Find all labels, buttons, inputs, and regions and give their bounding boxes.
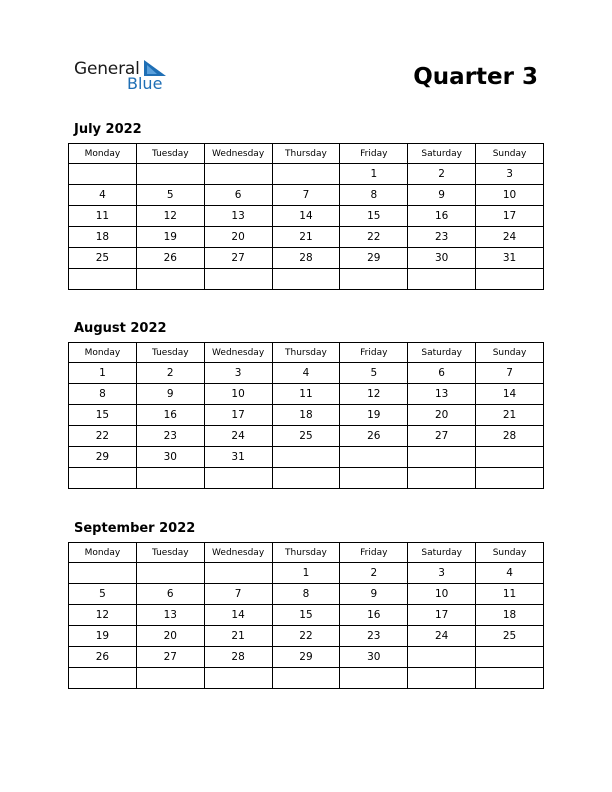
day-cell bbox=[476, 647, 544, 668]
day-cell: 3 bbox=[204, 363, 272, 384]
day-cell bbox=[69, 468, 137, 489]
day-cell bbox=[136, 668, 204, 689]
day-cell: 17 bbox=[204, 405, 272, 426]
brand-name-general: General bbox=[74, 59, 140, 79]
day-cell: 19 bbox=[136, 227, 204, 248]
day-cell: 27 bbox=[408, 426, 476, 447]
day-cell: 1 bbox=[340, 164, 408, 185]
brand-name-blue: Blue bbox=[127, 74, 163, 93]
month-block-august bbox=[68, 321, 544, 489]
day-cell: 17 bbox=[408, 605, 476, 626]
calendar-table bbox=[68, 342, 544, 489]
day-cell: 5 bbox=[340, 363, 408, 384]
day-cell: 23 bbox=[340, 626, 408, 647]
weekday-header: Friday bbox=[340, 343, 408, 363]
day-cell bbox=[69, 668, 137, 689]
day-cell: 21 bbox=[476, 405, 544, 426]
day-cell: 30 bbox=[136, 447, 204, 468]
day-cell: 22 bbox=[272, 626, 340, 647]
day-cell: 30 bbox=[340, 647, 408, 668]
day-cell: 19 bbox=[69, 626, 137, 647]
day-cell bbox=[136, 468, 204, 489]
day-cell: 8 bbox=[340, 185, 408, 206]
day-cell: 8 bbox=[69, 384, 137, 405]
day-cell: 16 bbox=[408, 206, 476, 227]
day-cell: 28 bbox=[204, 647, 272, 668]
week-row bbox=[69, 405, 544, 426]
weekday-header: Friday bbox=[340, 543, 408, 563]
day-cell: 16 bbox=[340, 605, 408, 626]
day-cell bbox=[408, 468, 476, 489]
day-cell: 27 bbox=[204, 248, 272, 269]
day-cell: 3 bbox=[476, 164, 544, 185]
weekday-header: Thursday bbox=[272, 144, 340, 164]
week-row bbox=[69, 185, 544, 206]
day-cell: 25 bbox=[69, 248, 137, 269]
day-cell bbox=[476, 468, 544, 489]
day-cell: 24 bbox=[408, 626, 476, 647]
day-cell bbox=[204, 164, 272, 185]
month-block-september bbox=[68, 521, 544, 689]
day-cell: 30 bbox=[408, 248, 476, 269]
weekday-header: Sunday bbox=[476, 343, 544, 363]
day-cell: 1 bbox=[272, 563, 340, 584]
day-cell: 11 bbox=[69, 206, 137, 227]
day-cell: 28 bbox=[476, 426, 544, 447]
day-cell: 15 bbox=[69, 405, 137, 426]
day-cell: 14 bbox=[204, 605, 272, 626]
page-title: Quarter 3 bbox=[413, 64, 538, 90]
day-cell bbox=[272, 269, 340, 290]
week-row bbox=[69, 269, 544, 290]
day-cell: 7 bbox=[272, 185, 340, 206]
month-block-july bbox=[68, 122, 544, 290]
day-cell bbox=[204, 269, 272, 290]
weekday-header-row bbox=[69, 144, 544, 164]
week-row bbox=[69, 363, 544, 384]
day-cell: 13 bbox=[204, 206, 272, 227]
day-cell: 23 bbox=[136, 426, 204, 447]
weekday-header: Monday bbox=[69, 144, 137, 164]
day-cell: 29 bbox=[272, 647, 340, 668]
day-cell: 7 bbox=[204, 584, 272, 605]
day-cell: 2 bbox=[408, 164, 476, 185]
day-cell: 2 bbox=[340, 563, 408, 584]
weekday-header: Saturday bbox=[408, 343, 476, 363]
weekday-header-row bbox=[69, 343, 544, 363]
weekday-header: Thursday bbox=[272, 343, 340, 363]
day-cell: 5 bbox=[136, 185, 204, 206]
day-cell bbox=[340, 668, 408, 689]
day-cell bbox=[69, 563, 137, 584]
day-cell: 20 bbox=[408, 405, 476, 426]
day-cell: 14 bbox=[476, 384, 544, 405]
month-title: September 2022 bbox=[74, 521, 196, 536]
day-cell bbox=[136, 269, 204, 290]
day-cell: 13 bbox=[136, 605, 204, 626]
day-cell: 24 bbox=[476, 227, 544, 248]
day-cell: 23 bbox=[408, 227, 476, 248]
weekday-header: Tuesday bbox=[136, 343, 204, 363]
week-row bbox=[69, 626, 544, 647]
week-row bbox=[69, 584, 544, 605]
day-cell bbox=[408, 447, 476, 468]
day-cell bbox=[272, 468, 340, 489]
day-cell: 15 bbox=[272, 605, 340, 626]
day-cell: 31 bbox=[204, 447, 272, 468]
day-cell bbox=[408, 647, 476, 668]
week-row bbox=[69, 206, 544, 227]
week-row bbox=[69, 447, 544, 468]
day-cell bbox=[476, 269, 544, 290]
calendar-table bbox=[68, 143, 544, 290]
weekday-header-row bbox=[69, 543, 544, 563]
day-cell: 29 bbox=[340, 248, 408, 269]
day-cell: 6 bbox=[204, 185, 272, 206]
day-cell: 20 bbox=[136, 626, 204, 647]
week-row bbox=[69, 468, 544, 489]
weekday-header: Wednesday bbox=[204, 343, 272, 363]
day-cell: 18 bbox=[272, 405, 340, 426]
day-cell: 9 bbox=[408, 185, 476, 206]
day-cell: 11 bbox=[272, 384, 340, 405]
brand-logo bbox=[74, 58, 184, 94]
weekday-header: Wednesday bbox=[204, 543, 272, 563]
day-cell bbox=[204, 563, 272, 584]
day-cell: 26 bbox=[136, 248, 204, 269]
weekday-header: Thursday bbox=[272, 543, 340, 563]
week-row bbox=[69, 426, 544, 447]
day-cell: 16 bbox=[136, 405, 204, 426]
week-row bbox=[69, 668, 544, 689]
weekday-header: Wednesday bbox=[204, 144, 272, 164]
weekday-header: Tuesday bbox=[136, 144, 204, 164]
day-cell: 12 bbox=[340, 384, 408, 405]
day-cell: 13 bbox=[408, 384, 476, 405]
day-cell: 22 bbox=[340, 227, 408, 248]
day-cell bbox=[69, 164, 137, 185]
day-cell: 2 bbox=[136, 363, 204, 384]
weekday-header: Tuesday bbox=[136, 543, 204, 563]
day-cell: 6 bbox=[408, 363, 476, 384]
calendar-table bbox=[68, 542, 544, 689]
month-title: August 2022 bbox=[74, 321, 167, 336]
day-cell: 26 bbox=[69, 647, 137, 668]
day-cell: 11 bbox=[476, 584, 544, 605]
weekday-header: Saturday bbox=[408, 144, 476, 164]
day-cell: 12 bbox=[136, 206, 204, 227]
week-row bbox=[69, 605, 544, 626]
weekday-header: Monday bbox=[69, 543, 137, 563]
day-cell: 3 bbox=[408, 563, 476, 584]
day-cell bbox=[272, 447, 340, 468]
day-cell bbox=[69, 269, 137, 290]
day-cell: 18 bbox=[69, 227, 137, 248]
week-row bbox=[69, 647, 544, 668]
day-cell: 25 bbox=[476, 626, 544, 647]
weekday-header: Sunday bbox=[476, 543, 544, 563]
day-cell: 4 bbox=[272, 363, 340, 384]
day-cell: 15 bbox=[340, 206, 408, 227]
day-cell bbox=[340, 447, 408, 468]
day-cell: 21 bbox=[272, 227, 340, 248]
day-cell bbox=[204, 668, 272, 689]
day-cell: 28 bbox=[272, 248, 340, 269]
day-cell: 5 bbox=[69, 584, 137, 605]
day-cell: 10 bbox=[408, 584, 476, 605]
day-cell: 10 bbox=[476, 185, 544, 206]
weekday-header: Saturday bbox=[408, 543, 476, 563]
day-cell: 12 bbox=[69, 605, 137, 626]
day-cell: 4 bbox=[69, 185, 137, 206]
day-cell: 4 bbox=[476, 563, 544, 584]
day-cell: 31 bbox=[476, 248, 544, 269]
day-cell bbox=[136, 563, 204, 584]
day-cell bbox=[476, 668, 544, 689]
day-cell: 25 bbox=[272, 426, 340, 447]
day-cell: 7 bbox=[476, 363, 544, 384]
week-row bbox=[69, 563, 544, 584]
day-cell bbox=[272, 164, 340, 185]
day-cell: 21 bbox=[204, 626, 272, 647]
day-cell: 10 bbox=[204, 384, 272, 405]
weekday-header: Sunday bbox=[476, 144, 544, 164]
day-cell: 18 bbox=[476, 605, 544, 626]
day-cell: 22 bbox=[69, 426, 137, 447]
day-cell: 6 bbox=[136, 584, 204, 605]
day-cell: 24 bbox=[204, 426, 272, 447]
day-cell: 29 bbox=[69, 447, 137, 468]
day-cell: 26 bbox=[340, 426, 408, 447]
day-cell: 9 bbox=[136, 384, 204, 405]
day-cell bbox=[340, 468, 408, 489]
week-row bbox=[69, 164, 544, 185]
month-title: July 2022 bbox=[74, 122, 142, 137]
weekday-header: Friday bbox=[340, 144, 408, 164]
day-cell: 19 bbox=[340, 405, 408, 426]
day-cell: 20 bbox=[204, 227, 272, 248]
day-cell bbox=[272, 668, 340, 689]
day-cell bbox=[408, 269, 476, 290]
day-cell: 8 bbox=[272, 584, 340, 605]
day-cell bbox=[340, 269, 408, 290]
day-cell bbox=[476, 447, 544, 468]
weekday-header: Monday bbox=[69, 343, 137, 363]
day-cell: 1 bbox=[69, 363, 137, 384]
day-cell bbox=[204, 468, 272, 489]
week-row bbox=[69, 248, 544, 269]
day-cell: 14 bbox=[272, 206, 340, 227]
day-cell bbox=[408, 668, 476, 689]
day-cell bbox=[136, 164, 204, 185]
day-cell: 9 bbox=[340, 584, 408, 605]
day-cell: 27 bbox=[136, 647, 204, 668]
week-row bbox=[69, 384, 544, 405]
day-cell: 17 bbox=[476, 206, 544, 227]
week-row bbox=[69, 227, 544, 248]
